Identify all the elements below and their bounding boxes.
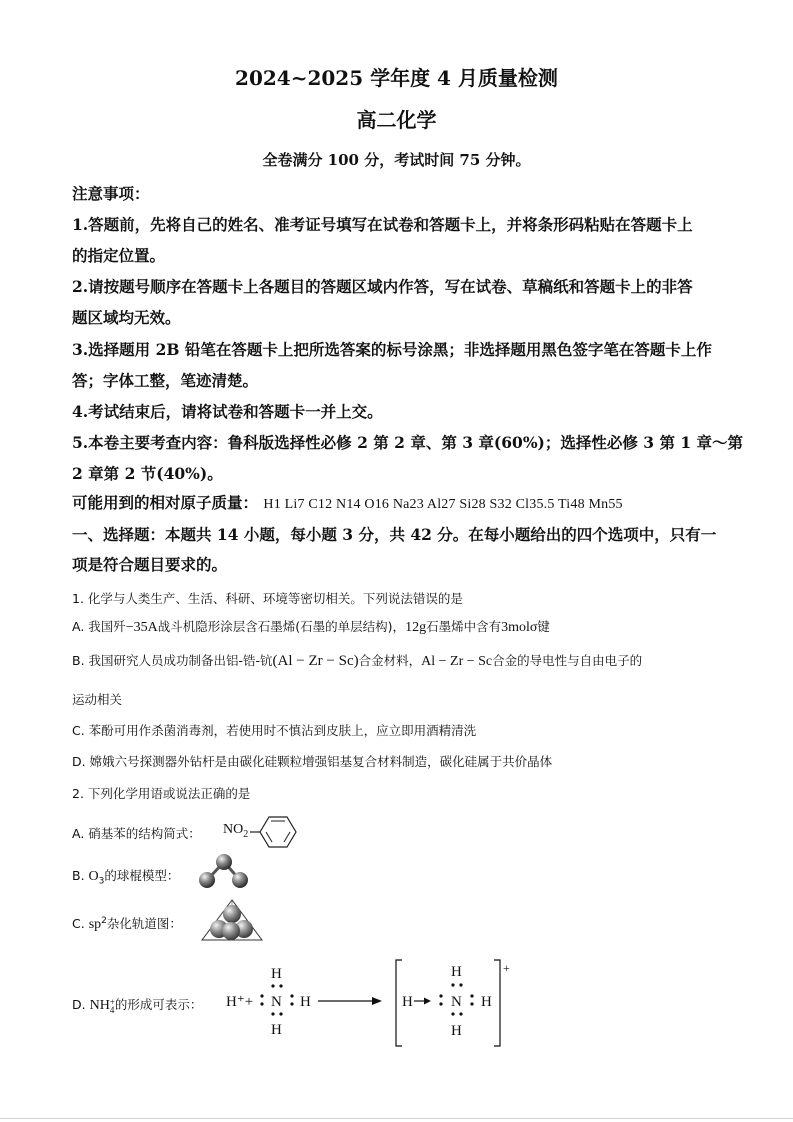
benzene-ring-structure [250, 814, 304, 850]
orbital-lobe-top [223, 905, 241, 923]
q2-d-text-1: D. [72, 997, 90, 1012]
bond-dot [439, 994, 442, 997]
benzene-double-bond-2 [284, 832, 290, 842]
q1-b-text-1: B. 我国研究人员成功制备出铝-锆-钪 [72, 653, 273, 668]
ozone-atom-center [216, 854, 232, 870]
bond-dot [290, 994, 293, 997]
product-h-left: H [402, 994, 413, 1010]
q1-b-text-2: 合金材料， [358, 653, 422, 668]
bond-dot [439, 1002, 442, 1005]
nitro-group-subscript: 2 [243, 828, 249, 840]
proton-plus-label: H⁺+ [226, 994, 254, 1010]
note-5-line-2: 2 章第 2 节(40%)。 [72, 464, 223, 483]
sp2-superscript: 2 [101, 915, 107, 926]
q2-option-b [72, 866, 179, 887]
ozone-formula: O [88, 869, 99, 884]
exam-subject: 高二化学 [356, 108, 437, 132]
q2-c-text-2: 杂化轨道图： [106, 916, 182, 931]
note-1-line-1: 1.答题前，先将自己的姓名、准考证号填写在试卷和答题卡上，并将条形码粘贴在答题卡上 [72, 215, 693, 234]
sp2-formula: sp [88, 917, 102, 932]
q2-b-text-1: B. [72, 868, 89, 883]
product-n: N [451, 994, 462, 1010]
q1-a-math-1: −35A [125, 620, 158, 635]
q2-option-a [72, 822, 249, 842]
orbital-lobe-front [222, 922, 240, 940]
lone-pair-dot [260, 1002, 263, 1005]
q2-d-text-2: 的形成可表示： [114, 997, 203, 1012]
q2-a-text: A. 硝基苯的结构简式： [72, 826, 201, 841]
atomic-mass-values: H1 Li7 C12 N14 O16 Na23 Al27 Si28 S32 Cl35.5 Ti48 Mn55 [263, 497, 623, 512]
sp2-orbital-diagram [200, 898, 264, 944]
ammonium-superscript: + [109, 996, 115, 1007]
exam-info: 全卷满分 100 分，考试时间 75 分钟。 [262, 151, 531, 169]
reactant-h-top: H [271, 966, 282, 982]
q1-a-text-4: 键 [537, 619, 550, 634]
ozone-atom-left [199, 872, 215, 888]
bond-dot [271, 984, 274, 987]
ozone-ball-stick-model [196, 852, 252, 890]
q1-a-text-1: A. 我国歼 [72, 619, 126, 634]
reactant-n: N [271, 994, 282, 1010]
bond-dot [470, 994, 473, 997]
reaction-arrow-head [372, 997, 382, 1005]
ammonium-formula: NH [89, 998, 110, 1013]
section-1-line-1: 一、选择题：本题共 14 小题，每小题 3 分，共 42 分。在每小题给出的四个选项中，只有一 [72, 525, 717, 544]
nitro-group-symbol: NO [223, 822, 244, 837]
bond-dot [459, 983, 462, 986]
q1-option-b-line-2: 运动相关 [72, 692, 123, 707]
q1-option-b [72, 651, 642, 670]
nitro-group-label [223, 822, 248, 840]
lone-pair-dot [260, 994, 263, 997]
dative-bond-arrowhead [424, 998, 431, 1005]
q1-b-math-2: Al − Zr − Sc [421, 654, 493, 669]
ammonium-subscript: 4 [109, 1004, 115, 1015]
benzene-double-bond-3 [266, 832, 272, 842]
q2-option-d [72, 995, 202, 1014]
q2-c-text-1: C. [72, 916, 89, 931]
note-3-line-1: 3.选择题用 2B 铅笔在答题卡上把所选答案的标号涂黑；非选择题用黑色签字笔在答题卡上作 [72, 340, 712, 359]
page-bottom-rule [0, 1118, 793, 1119]
q1-a-math-3: 3molσ [501, 620, 538, 635]
note-5-line-1: 5.本卷主要考查内容：鲁科版选择性必修 2 第 2 章、第 3 章(60%)；选择性必修 3 第 1 章～第 [72, 433, 744, 452]
exam-title: 2024~2025 学年度 4 月质量检测 [235, 66, 558, 90]
bond-dot [279, 984, 282, 987]
q1-b-text-3: 合金的导电性与自由电子的 [492, 653, 643, 668]
note-3-line-2: 答；字体工整，笔迹清楚。 [72, 371, 259, 390]
notes-heading: 注意事项： [72, 184, 150, 203]
bond-dot [459, 1012, 462, 1015]
product-h-bottom: H [451, 1023, 462, 1039]
bond-dot [290, 1002, 293, 1005]
ozone-atom-right [232, 872, 248, 888]
q1-a-text-3: 石墨烯中含有 [426, 619, 502, 634]
bracket-right [494, 960, 500, 1046]
q1-a-text-2: 战斗机隐形涂层含石墨烯(石墨的单层结构)， [157, 619, 406, 634]
q1-b-math-1: (Al − Zr − Sc) [272, 653, 359, 669]
q1-option-d: D. 嫦娥六号探测器外钻杆是由碳化硅颗粒增强铝基复合材料制造，碳化硅属于共价晶体 [72, 754, 553, 769]
reactant-h-right: H [300, 994, 311, 1010]
note-2-line-1: 2.请按题号顺序在答题卡上各题目的答题区域内作答，写在试卷、草稿纸和答题卡上的非答 [72, 277, 693, 296]
note-2-line-2: 题区域均无效。 [72, 308, 181, 327]
ozone-subscript: 3 [98, 876, 105, 887]
note-4: 4.考试结束后，请将试卷和答题卡一并上交。 [72, 402, 383, 421]
q2-option-c [72, 914, 182, 933]
q1-option-c: C. 苯酚可用作杀菌消毒剂，若使用时不慎沾到皮肤上，应立即用酒精清洗 [72, 723, 477, 738]
product-h-right: H [481, 994, 492, 1010]
q1-stem: 1. 化学与人类生产、生活、科研、环境等密切相关。下列说法错误的是 [72, 591, 463, 606]
ammonium-formation-diagram [226, 958, 526, 1050]
section-1-line-2: 项是符合题目要求的。 [72, 555, 228, 574]
atomic-mass-line [72, 491, 623, 513]
bond-dot [271, 1012, 274, 1015]
ion-charge: + [503, 961, 510, 975]
bond-dot [470, 1002, 473, 1005]
q1-option-a [72, 617, 550, 636]
q2-stem: 2. 下列化学用语或说法正确的是 [72, 786, 251, 801]
product-h-top: H [451, 964, 462, 980]
atomic-mass-label: 可能用到的相对原子质量： [72, 493, 259, 512]
bond-dot [451, 983, 454, 986]
note-1-line-2: 的指定位置。 [72, 246, 166, 265]
q1-a-math-2: 12g [405, 620, 427, 635]
bond-dot [279, 1012, 282, 1015]
bond-dot [451, 1012, 454, 1015]
q2-b-text-2: 的球棍模型： [104, 868, 180, 883]
reactant-h-bottom: H [271, 1022, 282, 1038]
